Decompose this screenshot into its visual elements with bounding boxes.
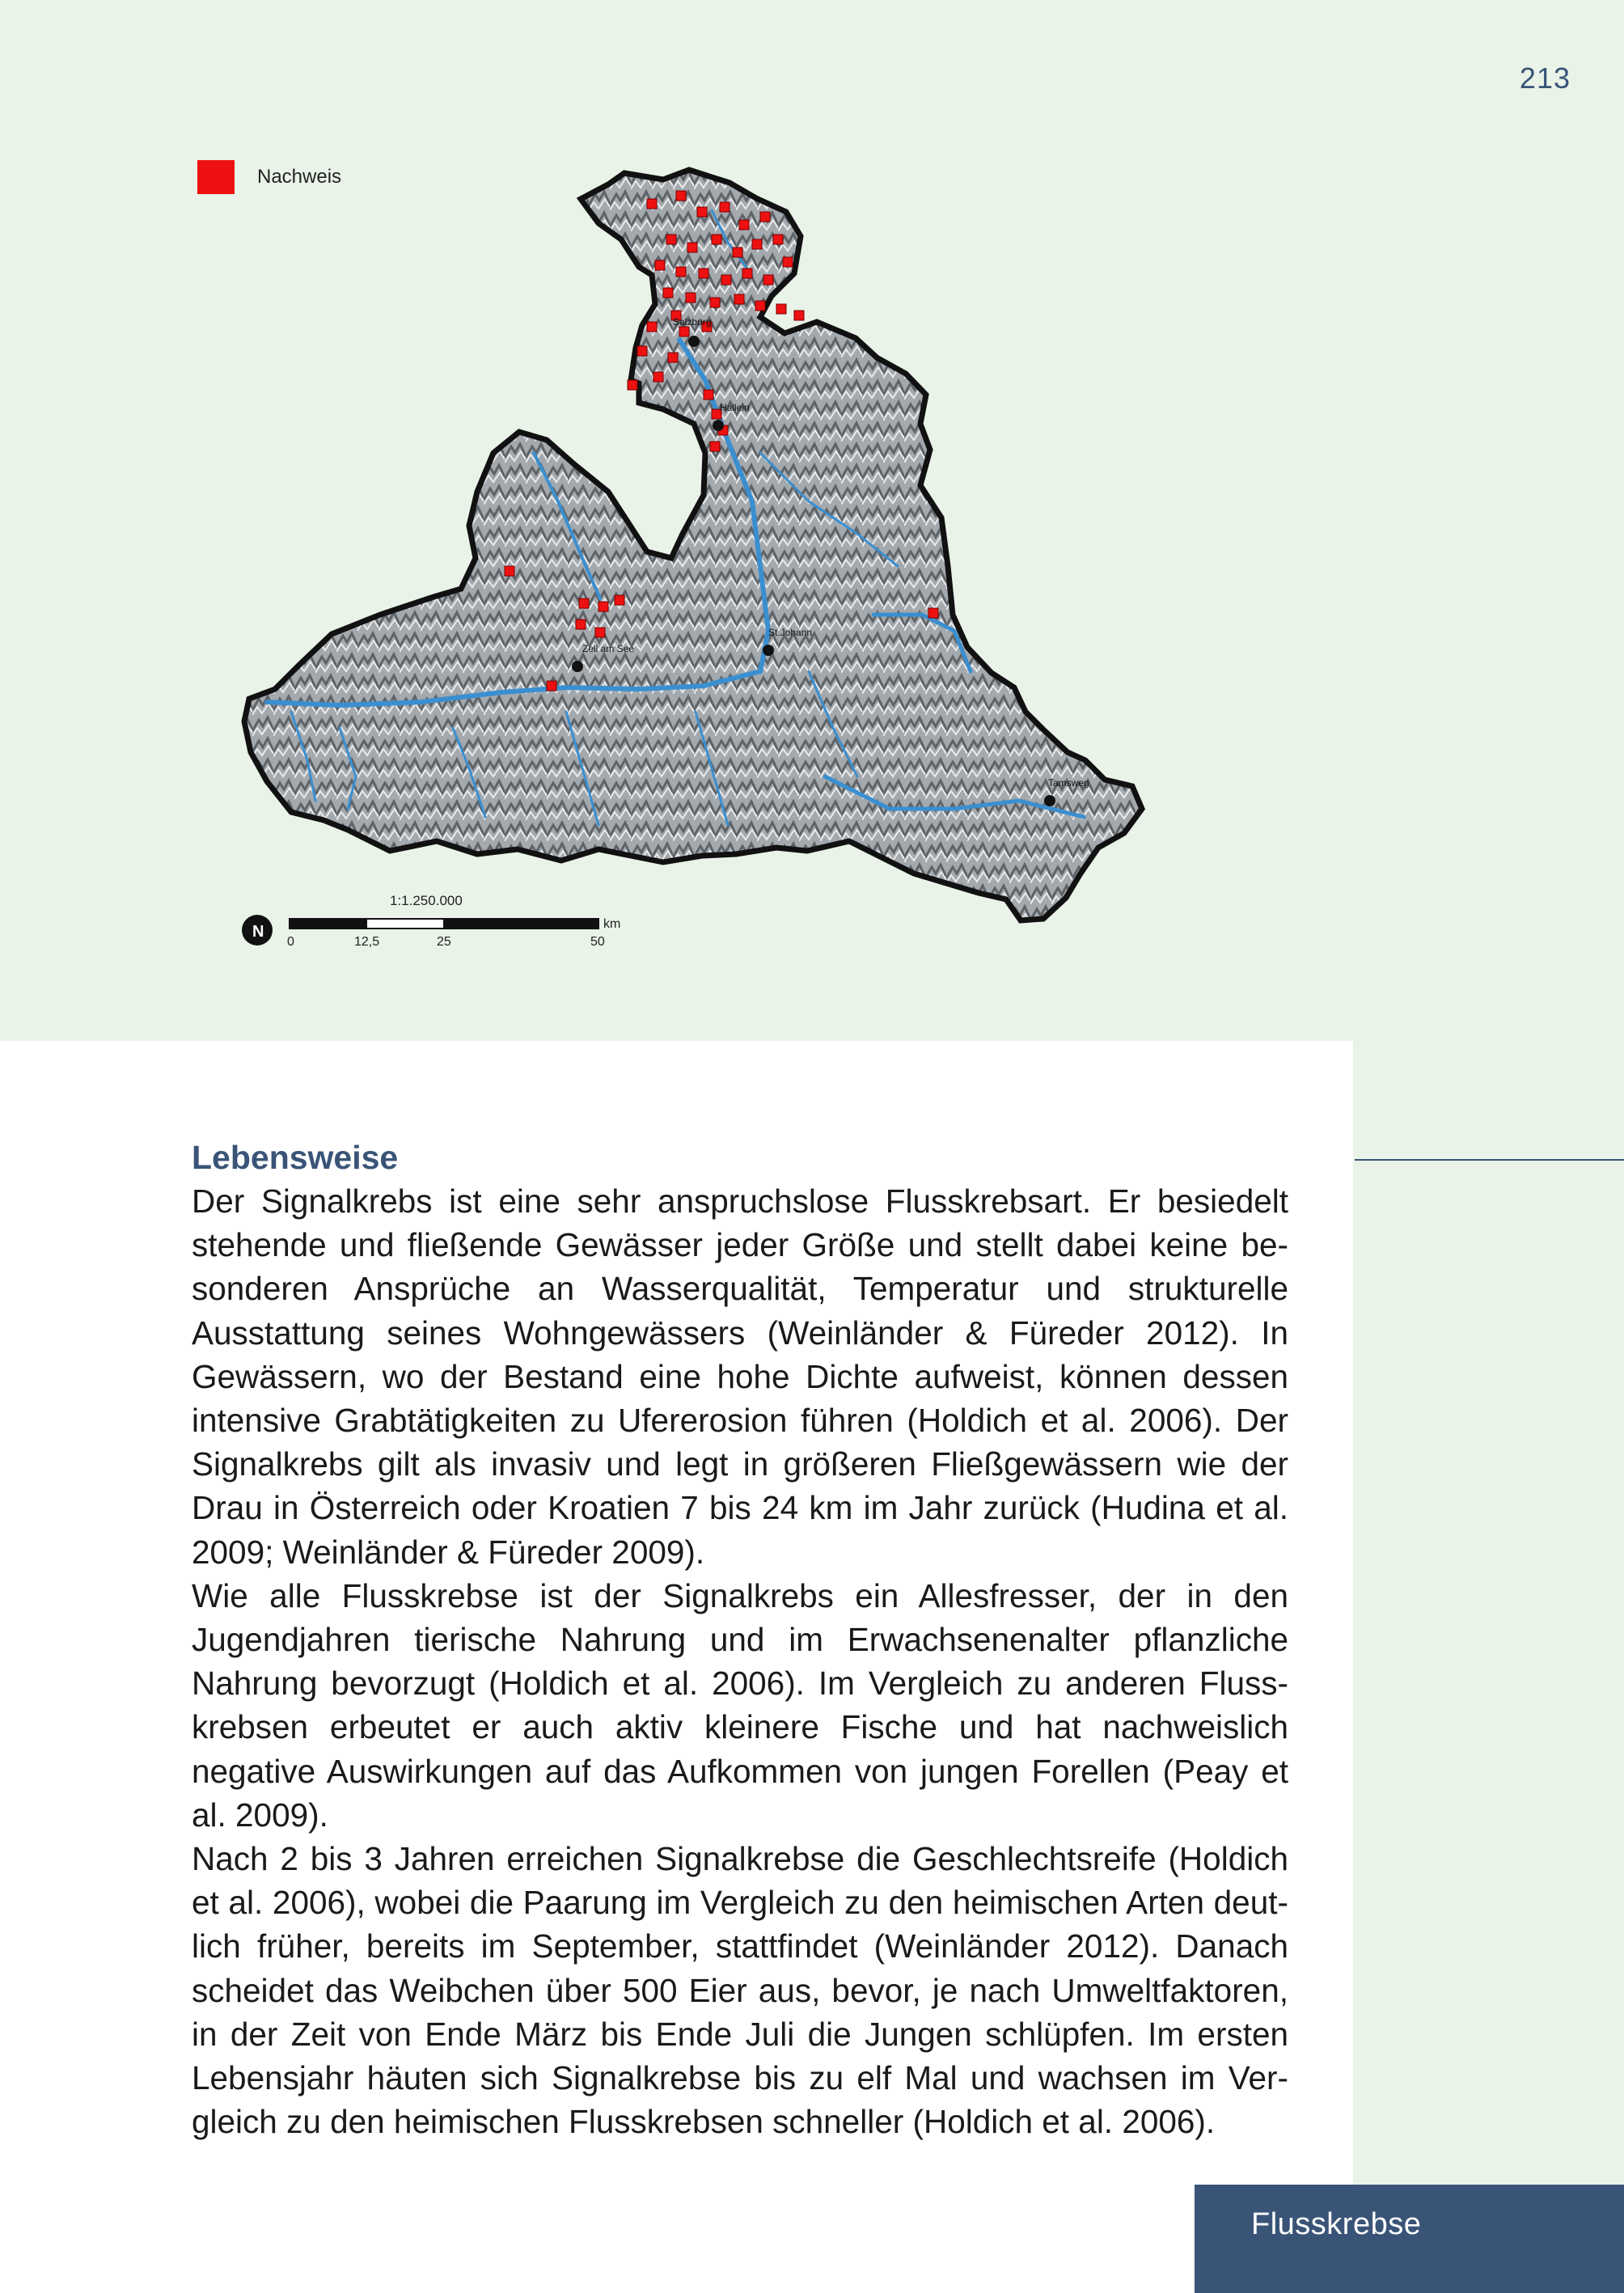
occurrence-marker	[720, 202, 730, 212]
north-arrow-label: N	[252, 923, 264, 941]
occurrence-marker	[712, 235, 721, 244]
occurrence-marker	[576, 620, 586, 629]
paragraph-diet: Wie alle Flusskrebse ist der Signalkrebs ein Allesfresser, der in den Jugendjahren tierische Nahrung und im Erwachsenenalter pflanzliche Nahrung bevorzugt (Holdich et al. 2006). Im Vergleich zu anderen Flusskrebsen erbeutet er auch aktiv kleinere Fische und hat nachweislich negative Auswirkungen auf das Aufkommen von jungen Forellen (Peay et al. 2009).	[192, 1576, 1288, 1834]
town-dot-hallein	[713, 420, 724, 431]
scale-ratio: 1:1.250.000	[390, 893, 463, 908]
north-arrow	[242, 915, 273, 946]
town-label-zell-am-see: Zell am See	[582, 643, 635, 654]
occurrence-marker	[710, 442, 720, 451]
occurrence-marker	[721, 275, 731, 285]
scale-tick-0: 0	[287, 935, 294, 949]
town-label-salzburg: Salzburg	[673, 316, 712, 328]
paragraph-habitat: Der Signalkrebs ist eine sehr anspruchslose Flusskrebsart. Er besiedelt stehende und fließende Gewässer jeder Größe und stellt dabei keine besonderen Ansprüche an Wasserqualität, Temperatur und strukturelle Ausstattung seines Wohngewässers (Weinländer & Füreder 2012). In Gewässern, wo der Bestand eine hohe Dichte aufweist, können dessen intensive Grabtätigkeiten zu Ufererosion führen (Holdich et al. 2006). Der Signalkrebs gilt als invasiv und legt in größeren Fließgewässern wie der Drau in Österreich oder Kroatien 7 bis 24 km im Jahr zurück (Hudina et al. 2009; Weinländer & Füreder 2009).	[192, 1182, 1288, 1571]
town-label-hallein: Hallein	[720, 402, 750, 413]
occurrence-marker	[794, 311, 804, 320]
scale-tick-25: 25	[437, 935, 451, 949]
town-dot-st-johann	[763, 645, 774, 656]
occurrence-marker	[704, 390, 713, 400]
occurrence-marker	[666, 235, 676, 244]
occurrence-marker	[733, 247, 742, 257]
occurrence-marker	[710, 298, 720, 307]
occurrence-marker	[598, 602, 608, 611]
chapter-label: Flusskrebse	[1251, 2207, 1422, 2241]
town-label-st-johann: St.Johann	[768, 627, 813, 638]
distribution-map	[0, 0, 1353, 1041]
occurrence-marker	[653, 372, 663, 382]
side-divider	[1355, 1159, 1624, 1161]
town-dot-tamsweg	[1044, 795, 1055, 806]
occurrence-marker	[755, 301, 765, 311]
town-dot-zell-am-see	[572, 661, 583, 672]
scale-bar	[290, 919, 598, 929]
scale-tick-12-5: 12,5	[354, 935, 380, 949]
occurrence-marker	[783, 257, 793, 267]
occurrence-marker	[699, 269, 708, 278]
occurrence-marker	[734, 294, 744, 304]
occurrence-marker	[687, 243, 697, 252]
occurrence-marker	[776, 304, 786, 314]
scale-bar-seg-3	[443, 919, 598, 929]
occurrence-marker	[637, 346, 647, 356]
occurrence-marker	[628, 380, 637, 390]
occurrence-marker	[668, 353, 678, 362]
occurrence-marker	[928, 608, 938, 618]
occurrence-marker	[595, 628, 605, 637]
scale-bar-seg-1	[290, 919, 367, 929]
occurrence-marker	[739, 220, 749, 230]
occurrence-marker	[676, 191, 686, 201]
occurrence-marker	[697, 207, 707, 217]
occurrence-marker	[760, 212, 770, 222]
section-heading: Lebensweise	[192, 1139, 399, 1176]
occurrence-marker	[676, 267, 686, 277]
occurrence-marker	[686, 293, 696, 302]
legend-label: Nachweis	[257, 166, 342, 188]
side-strip	[1353, 0, 1624, 2293]
occurrence-marker	[752, 239, 762, 249]
occurrence-marker	[655, 260, 665, 270]
map-panel	[0, 0, 1353, 1041]
occurrence-marker	[547, 681, 556, 691]
state-outline	[244, 170, 1142, 920]
occurrence-marker	[579, 599, 589, 608]
chapter-tab	[1195, 2185, 1624, 2293]
scale-unit: km	[603, 917, 621, 931]
occurrence-marker	[773, 235, 783, 244]
occurrence-marker	[742, 269, 752, 278]
paragraph-reproduction: Nach 2 bis 3 Jahren erreichen Signalkrebse die Geschlechtsreife (Holdich et al. 2006), wobei die Paarung im Vergleich zu den heimischen Arten deutlich früher, bereits im September, stattfindet (Weinländer 2012). Danach scheidet das Weibchen über 500 Eier aus, bevor, je nach Umweltfaktoren, in der Zeit von Ende März bis Ende Juli die Jungen schlüpfen. Im ersten Lebensjahr häuten sich Signalkrebse bis zu elf Mal und wachsen im Vergleich zu den heimischen Flusskrebsen schneller (Holdich et al. 2006).	[192, 1840, 1288, 2141]
occurrence-marker	[763, 275, 773, 285]
occurrence-marker	[647, 322, 657, 332]
occurrence-marker	[663, 288, 673, 298]
town-label-tamsweg: Tamsweg	[1048, 777, 1089, 789]
occurrence-marker	[647, 199, 657, 209]
page-number: 213	[1519, 61, 1571, 95]
town-dot-salzburg	[688, 336, 700, 347]
scale-tick-50: 50	[590, 935, 605, 949]
occurrence-marker	[615, 595, 624, 605]
lebensweise-section	[192, 1136, 1288, 2143]
occurrence-marker	[505, 566, 514, 576]
occurrence-marker	[679, 327, 689, 336]
